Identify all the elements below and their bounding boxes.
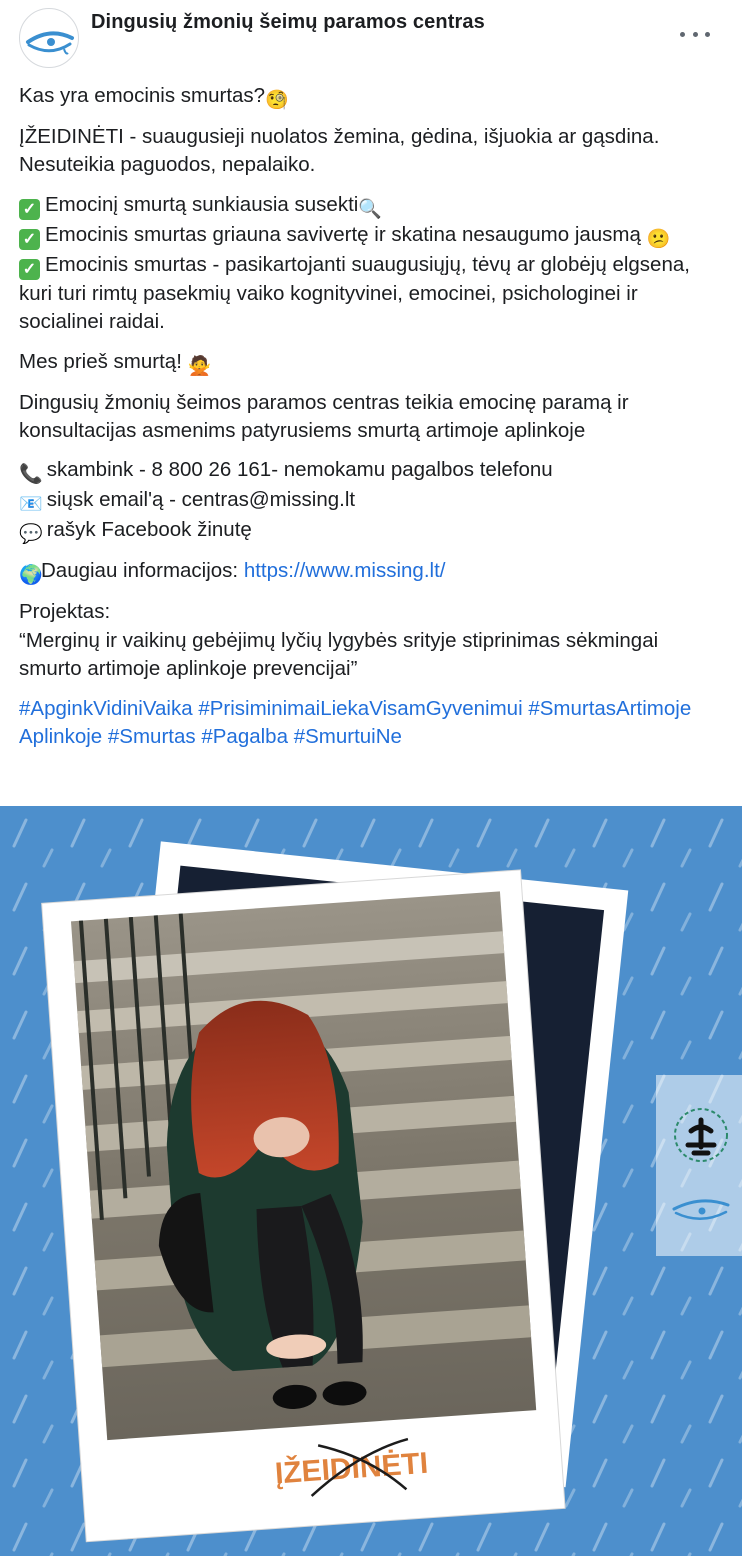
phone-icon: 📞 xyxy=(19,464,43,486)
bullet-item: Emocinis smurtas - pasikartojanti suaugusiųjų, tėvų ar globėjų elgsena, kuri turi rimtų pasekmių vaiko kognityvinei, emocinei, psichologinei ir socialinei raidai. xyxy=(19,252,690,334)
email-icon: 📧 xyxy=(19,494,43,516)
check-mark-icon: ✓ xyxy=(19,259,40,280)
rain-pattern xyxy=(0,806,742,1556)
check-mark-icon: ✓ xyxy=(19,229,40,250)
post-against: Mes prieš smurtą! 🙅 xyxy=(19,349,212,377)
magnifier-icon: 🔍 xyxy=(358,198,382,220)
check-mark-icon: ✓ xyxy=(19,199,40,220)
chat-bubble-icon: 💬 xyxy=(19,524,43,546)
partner-logos xyxy=(656,1075,742,1256)
eye-logo-icon xyxy=(20,9,79,68)
project-title: “Merginų ir vaikinų gebėjimų lyčių lygybės srityje stiprinimas sėkmingai smurto artimoje aplinkoje prevencijai” xyxy=(19,628,659,681)
chat-line: rašyk Facebook žinutę xyxy=(46,518,252,542)
email-line: siųsk email'ą - centras@missing.lt xyxy=(46,488,356,512)
website-link[interactable]: https://www.missing.lt/ xyxy=(243,559,446,583)
post-body xyxy=(19,82,724,762)
page-avatar[interactable] xyxy=(19,8,79,68)
contact-list xyxy=(19,456,724,546)
more-info: 🌍Daugiau informacijos: https://www.missing.lt/ xyxy=(19,559,446,587)
caption-word: ĮŽEIDINĖTI xyxy=(273,1446,430,1491)
eye-hand-logo-icon xyxy=(656,1075,742,1256)
monocle-face-icon: 🧐 xyxy=(265,90,289,111)
hashtag-link[interactable]: #Smurtui​Ne xyxy=(293,725,402,749)
hashtag-link[interactable]: #Smurtas xyxy=(107,725,196,749)
more-options-icon[interactable] xyxy=(680,24,710,44)
divider xyxy=(0,1556,742,1566)
hashtag-link[interactable]: #Prisiminimai​Lieka​Visam​Gyvenimui xyxy=(198,696,523,720)
project-info: Projektas: “Merginų ir vaikinų gebėjimų lyčių lygybės srityje stiprinimas sėkmingai smurto artimoje aplinkoje prevencijai” xyxy=(19,600,659,681)
post-question: Kas yra emocinis smurtas?🧐 xyxy=(19,84,289,111)
hashtag-link[interactable]: #Apgink​VidiniVaika xyxy=(19,696,193,720)
hashtag-list xyxy=(19,695,724,752)
confused-face-icon: 😕 xyxy=(646,228,671,250)
phone-line: skambink - 8 800 26 161- nemokamu pagalbos telefonu xyxy=(46,458,553,482)
globe-icon: 🌍 xyxy=(19,565,43,587)
gesture-no-icon: 🙅 xyxy=(187,355,212,377)
bullet-list xyxy=(19,191,724,337)
bullet-item: Emocinį smurtą sunkiausia susekti xyxy=(45,192,359,216)
post-offer: Dingusių žmonių šeimos paramos centras teikia emocinę paramą ir konsultacijas asmenims patyrusiems smurtą artimoje aplinkoje xyxy=(19,390,629,443)
hashtag-link[interactable]: #Pagalba xyxy=(201,725,288,749)
post-header xyxy=(0,0,742,78)
post-definition: ĮŽEIDINĖTI - suaugusieji nuolatos žemina, gėdina, išjuokia ar gąsdina. Nesuteikia paguodos, nepalaiko. xyxy=(19,125,660,177)
bullet-item: Emocinis smurtas griauna savivertę ir skatina nesaugumo jausmą xyxy=(45,222,641,246)
post-image[interactable] xyxy=(0,806,742,1556)
page-name[interactable]: Dingusių žmonių šeimų paramos centras xyxy=(91,11,485,33)
hashtag-link[interactable]: #Smurtas​Artimoje​Aplinkoje xyxy=(19,696,692,749)
